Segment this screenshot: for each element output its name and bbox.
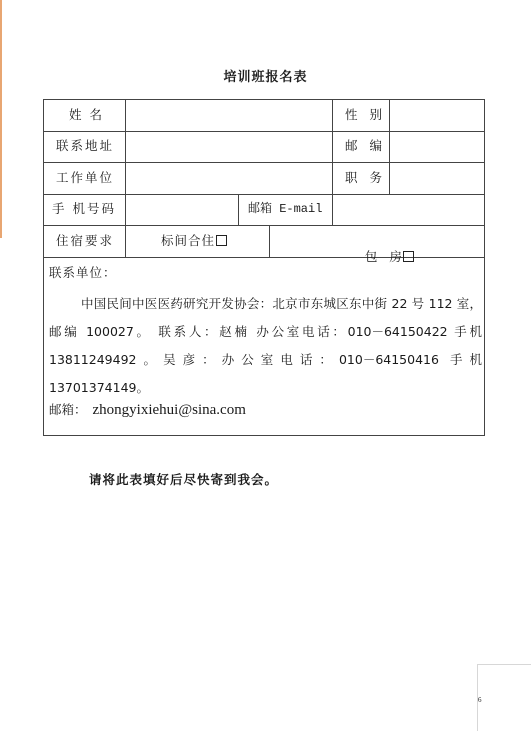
row-divider xyxy=(44,194,484,195)
postcode-field[interactable] xyxy=(393,133,481,161)
row-divider xyxy=(44,131,484,132)
phone-label: 手 机号码 xyxy=(52,201,116,216)
column-divider xyxy=(269,225,270,257)
lodging-option-shared-label: 标间合住 xyxy=(161,233,216,248)
position-field[interactable] xyxy=(393,164,481,193)
employer-label: 工作单位 xyxy=(56,170,115,185)
page-number: 6 xyxy=(478,696,482,704)
contact-label: 联系单位： xyxy=(49,265,117,280)
address-field[interactable] xyxy=(129,133,329,161)
row-divider xyxy=(44,225,484,226)
page-title: 培训班报名表 xyxy=(223,70,308,85)
employer-field[interactable] xyxy=(129,164,329,193)
lodging-option-shared[interactable] xyxy=(161,233,227,249)
column-divider xyxy=(332,194,333,225)
postcode-label: 邮 编 xyxy=(345,138,386,153)
footer-note: 请将此表填好后尽快寄到我会。 xyxy=(89,472,279,487)
address-label: 联系地址 xyxy=(56,138,115,153)
row-divider xyxy=(44,257,484,258)
contact-email-label: 邮箱： xyxy=(49,402,87,417)
private-room-checkbox[interactable] xyxy=(403,251,414,262)
email-label: 邮箱 E-mail xyxy=(248,202,323,216)
row-divider xyxy=(44,162,484,163)
page-corner xyxy=(477,664,531,731)
position-label: 职 务 xyxy=(345,170,386,185)
lodging-option-private[interactable] xyxy=(349,233,414,281)
shared-room-checkbox[interactable] xyxy=(216,235,227,246)
phone-field[interactable] xyxy=(129,196,235,224)
contact-email-value: zhongyixiehui@sina.com xyxy=(92,402,246,418)
email-field[interactable] xyxy=(336,196,481,224)
registration-form xyxy=(43,99,485,436)
column-divider xyxy=(125,225,126,257)
column-divider xyxy=(238,194,239,225)
lodging-label: 住宿要求 xyxy=(56,233,115,248)
column-divider xyxy=(332,100,333,194)
gender-label: 性 别 xyxy=(345,107,386,122)
name-label: 姓名 xyxy=(69,107,111,122)
contact-email-row xyxy=(49,400,246,419)
column-divider xyxy=(389,100,390,194)
name-field[interactable] xyxy=(129,101,329,130)
gender-field[interactable] xyxy=(393,101,481,130)
column-divider xyxy=(125,100,126,225)
lodging-option-private-label: 包 房 xyxy=(364,249,402,264)
left-edge-accent xyxy=(0,0,2,238)
contact-paragraph: 中国民间中医医药研究开发协会：北京市东城区东中街 22 号 112 室，邮编 100027。 联系人：赵楠 办公室电话：010－64150422 手机 13811249492。吴彦：办公室电话：010－64150416 手机 13701374149。 xyxy=(49,296,482,395)
